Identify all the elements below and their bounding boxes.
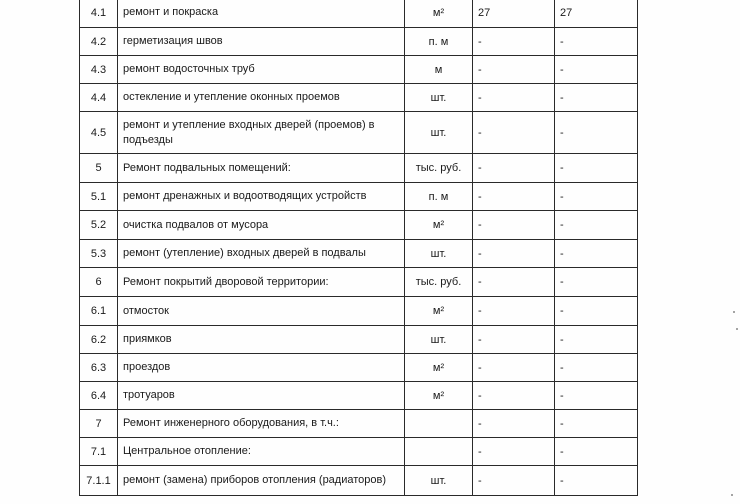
scan-speck <box>733 311 735 313</box>
unit-cell: м² <box>405 0 473 28</box>
unit-cell: м <box>405 56 473 84</box>
row-number: 4.4 <box>80 84 118 112</box>
row-number: 4.5 <box>80 112 118 154</box>
row-number: 6.1 <box>80 297 118 326</box>
work-name: ремонт дренажных и водоотводящих устройств <box>118 183 405 211</box>
work-name: проездов <box>118 354 405 382</box>
value-planned: - <box>473 183 555 211</box>
value-actual: - <box>555 410 638 438</box>
work-name: ремонт (замена) приборов отопления (радиаторов) <box>118 466 405 496</box>
unit-cell: м² <box>405 354 473 382</box>
value-planned: - <box>473 84 555 112</box>
unit-cell: тыс. руб. <box>405 268 473 297</box>
value-actual: - <box>555 183 638 211</box>
value-planned: - <box>473 240 555 268</box>
unit-cell: шт. <box>405 240 473 268</box>
unit-cell: шт. <box>405 326 473 354</box>
work-name: Ремонт покрытий дворовой территории: <box>118 268 405 297</box>
unit-cell: шт. <box>405 84 473 112</box>
table-row <box>80 268 638 297</box>
table-row <box>80 326 638 354</box>
value-planned: - <box>473 466 555 496</box>
row-number: 7.1.1 <box>80 466 118 496</box>
unit-cell: шт. <box>405 112 473 154</box>
work-name: остекление и утепление оконных проемов <box>118 84 405 112</box>
table-row <box>80 410 638 438</box>
value-planned: - <box>473 382 555 410</box>
work-name: отмосток <box>118 297 405 326</box>
value-actual: - <box>555 466 638 496</box>
row-number: 6.4 <box>80 382 118 410</box>
value-actual: - <box>555 154 638 183</box>
value-planned: - <box>473 354 555 382</box>
row-number: 4.1 <box>80 0 118 28</box>
value-planned: 27 <box>473 0 555 28</box>
value-actual: - <box>555 268 638 297</box>
value-planned: - <box>473 211 555 240</box>
work-name: тротуаров <box>118 382 405 410</box>
value-planned: - <box>473 154 555 183</box>
row-number: 4.3 <box>80 56 118 84</box>
work-name: Ремонт инженерного оборудования, в т.ч.: <box>118 410 405 438</box>
row-number: 7.1 <box>80 438 118 466</box>
table-row <box>80 297 638 326</box>
unit-cell <box>405 438 473 466</box>
row-number: 4.2 <box>80 28 118 56</box>
table-row <box>80 240 638 268</box>
table-row <box>80 466 638 496</box>
repair-works-table <box>79 0 638 496</box>
value-planned: - <box>473 28 555 56</box>
value-actual: - <box>555 326 638 354</box>
row-number: 6.3 <box>80 354 118 382</box>
work-name: ремонт (утепление) входных дверей в подвалы <box>118 240 405 268</box>
table-row <box>80 438 638 466</box>
row-number: 7 <box>80 410 118 438</box>
work-name: Центральное отопление: <box>118 438 405 466</box>
value-actual: - <box>555 56 638 84</box>
unit-cell: м² <box>405 211 473 240</box>
table-row <box>80 183 638 211</box>
unit-cell: шт. <box>405 466 473 496</box>
value-actual: - <box>555 28 638 56</box>
row-number: 6 <box>80 268 118 297</box>
table-row <box>80 56 638 84</box>
unit-cell: п. м <box>405 183 473 211</box>
work-name: ремонт и покраска <box>118 0 405 28</box>
table-row <box>80 0 638 28</box>
table-row <box>80 354 638 382</box>
value-planned: - <box>473 297 555 326</box>
table-row <box>80 154 638 183</box>
value-planned: - <box>473 326 555 354</box>
work-name: Ремонт подвальных помещений: <box>118 154 405 183</box>
table-row <box>80 112 638 154</box>
value-planned: - <box>473 410 555 438</box>
value-planned: - <box>473 56 555 84</box>
value-actual: - <box>555 354 638 382</box>
row-number: 5.3 <box>80 240 118 268</box>
unit-cell <box>405 410 473 438</box>
work-name: ремонт водосточных труб <box>118 56 405 84</box>
scan-speck <box>736 328 738 330</box>
value-actual: - <box>555 112 638 154</box>
table-row <box>80 84 638 112</box>
value-planned: - <box>473 268 555 297</box>
unit-cell: п. м <box>405 28 473 56</box>
value-actual: - <box>555 211 638 240</box>
value-actual: - <box>555 382 638 410</box>
work-name: ремонт и утепление входных дверей (проемов) в подъезды <box>118 112 405 154</box>
value-actual: - <box>555 438 638 466</box>
value-actual: - <box>555 84 638 112</box>
scan-speck <box>731 494 733 496</box>
value-actual: - <box>555 297 638 326</box>
value-actual: - <box>555 240 638 268</box>
work-name: приямков <box>118 326 405 354</box>
unit-cell: м² <box>405 382 473 410</box>
table-body <box>80 0 638 496</box>
value-actual: 27 <box>555 0 638 28</box>
table-row <box>80 211 638 240</box>
row-number: 5.2 <box>80 211 118 240</box>
unit-cell: м² <box>405 297 473 326</box>
work-name: герметизация швов <box>118 28 405 56</box>
value-planned: - <box>473 438 555 466</box>
row-number: 5.1 <box>80 183 118 211</box>
unit-cell: тыс. руб. <box>405 154 473 183</box>
row-number: 6.2 <box>80 326 118 354</box>
table-row <box>80 382 638 410</box>
value-planned: - <box>473 112 555 154</box>
work-name: очистка подвалов от мусора <box>118 211 405 240</box>
table-row <box>80 28 638 56</box>
row-number: 5 <box>80 154 118 183</box>
